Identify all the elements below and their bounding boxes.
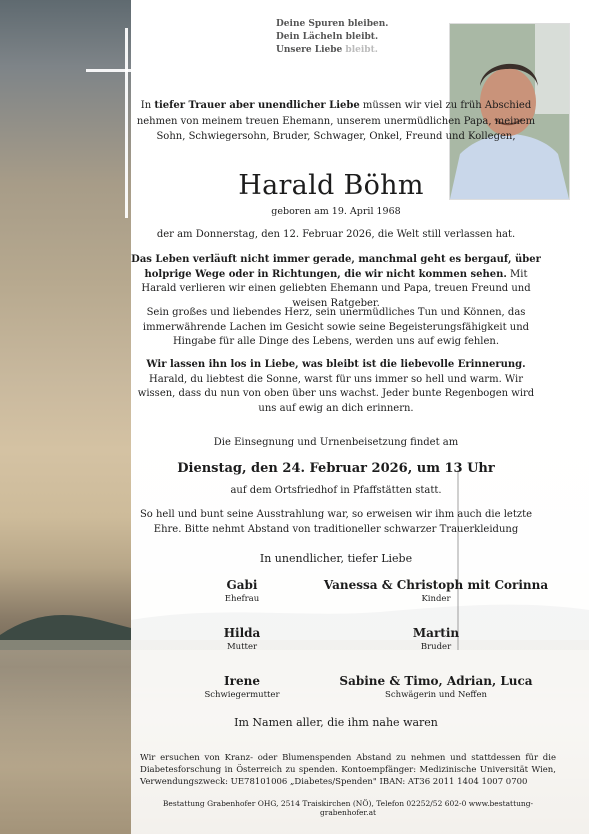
birth-date: geboren am 19. April 1968 <box>271 206 401 217</box>
love-line: In unendlicher, tiefer Liebe <box>259 552 413 565</box>
cross-icon-bar <box>86 69 168 72</box>
cross-icon <box>125 28 128 218</box>
dress-note: So hell und bunt seine Ausstrahlung war, so erweisen wir ihm auch die letzte Ehre. Bitte nehmt Abstand von traditioneller schwarzer Trauerkleidung <box>139 509 533 535</box>
paragraph-life: Das Leben verläuft nicht immer gerade, manchmal geht es bergauf, über holprige Wege oder in Richtungen, die wir nicht kommen sehen. Mit Harald verlieren wir einen geliebten Ehemann und Papa, treuen Freund und weisen Ratgeber. <box>131 254 541 309</box>
funeral-date: Dienstag, den 24. Februar 2026, um 13 Uhr <box>177 461 495 476</box>
family-member: Hilda Mutter <box>223 626 261 652</box>
poem-line: Unsere Liebe bleibt. <box>276 45 378 55</box>
funeral-place: auf dem Ortsfriedhof in Pfaffstätten statt. <box>230 485 442 496</box>
intro-text: In tiefer Trauer aber unendlicher Liebe müssen wir viel zu früh Abschied nehmen von meinem treuen Ehemann, unserem unermüdlichen Papa, meinem Sohn, Schwiegersohn, Bruder, Schwager, Onkel, Freund und Kollegen, <box>136 100 536 142</box>
paragraph-memory: Wir lassen ihn los in Liebe, was bleibt ist die liebevolle Erinnerung. Harald, du liebtest die Sonne, warst für uns immer so hell und warm. Wir wissen, dass du nun von oben über uns wachst. Jeder bunte Regenbogen wird uns auf ewig an dich erinnern. <box>137 359 535 414</box>
funeral-intro: Die Einsegnung und Urnenbeisetzung findet am <box>213 437 459 448</box>
poem <box>276 18 388 57</box>
family-member: Sabine & Timo, Adrian, Luca Schwägerin und Neffen <box>339 674 533 700</box>
family-member: Martin Bruder <box>412 626 460 652</box>
poem-line: Dein Lächeln bleibt. <box>276 32 379 42</box>
family-member: Gabi Ehefrau <box>224 578 260 604</box>
death-date: der am Donnerstag, den 12. Februar 2026, die Welt still verlassen hat. <box>156 229 516 240</box>
deceased-name: Harald Böhm <box>238 170 424 201</box>
family-member: Irene Schwiegermutter <box>204 674 280 700</box>
family-member: Vanessa & Christoph mit Corinna Kinder <box>323 578 549 604</box>
poem-line: Deine Spuren bleiben. <box>276 19 389 29</box>
undertaker-footer: Bestattung Grabenhofer OHG, 2514 Traiskirchen (NÖ), Telefon 02252/52 602-0 www.bestattung-grabenhofer.at <box>162 799 534 817</box>
closing-line: Im Namen aller, die ihm nahe waren <box>234 716 438 729</box>
donation-note: Wir ersuchen von Kranz- oder Blumenspenden Abstand zu nehmen und stattdessen für die Diabetesforschung in Österreich zu spenden. Kontoempfänger: Medizinische Universität Wien, Verwendungszweck: UE78101006 „Diabetes/Spenden" IBAN: AT36 2011 1404 1007 0700 <box>140 753 556 787</box>
paragraph-heart: Sein großes und liebendes Herz, sein unermüdliches Tun und Können, das immerwährende Lachen im Gesicht sowie seine Begeisterungsfähigkeit und Hingabe für alle Dinge des Lebens, werden uns auf ewig fehlen. <box>142 307 530 347</box>
